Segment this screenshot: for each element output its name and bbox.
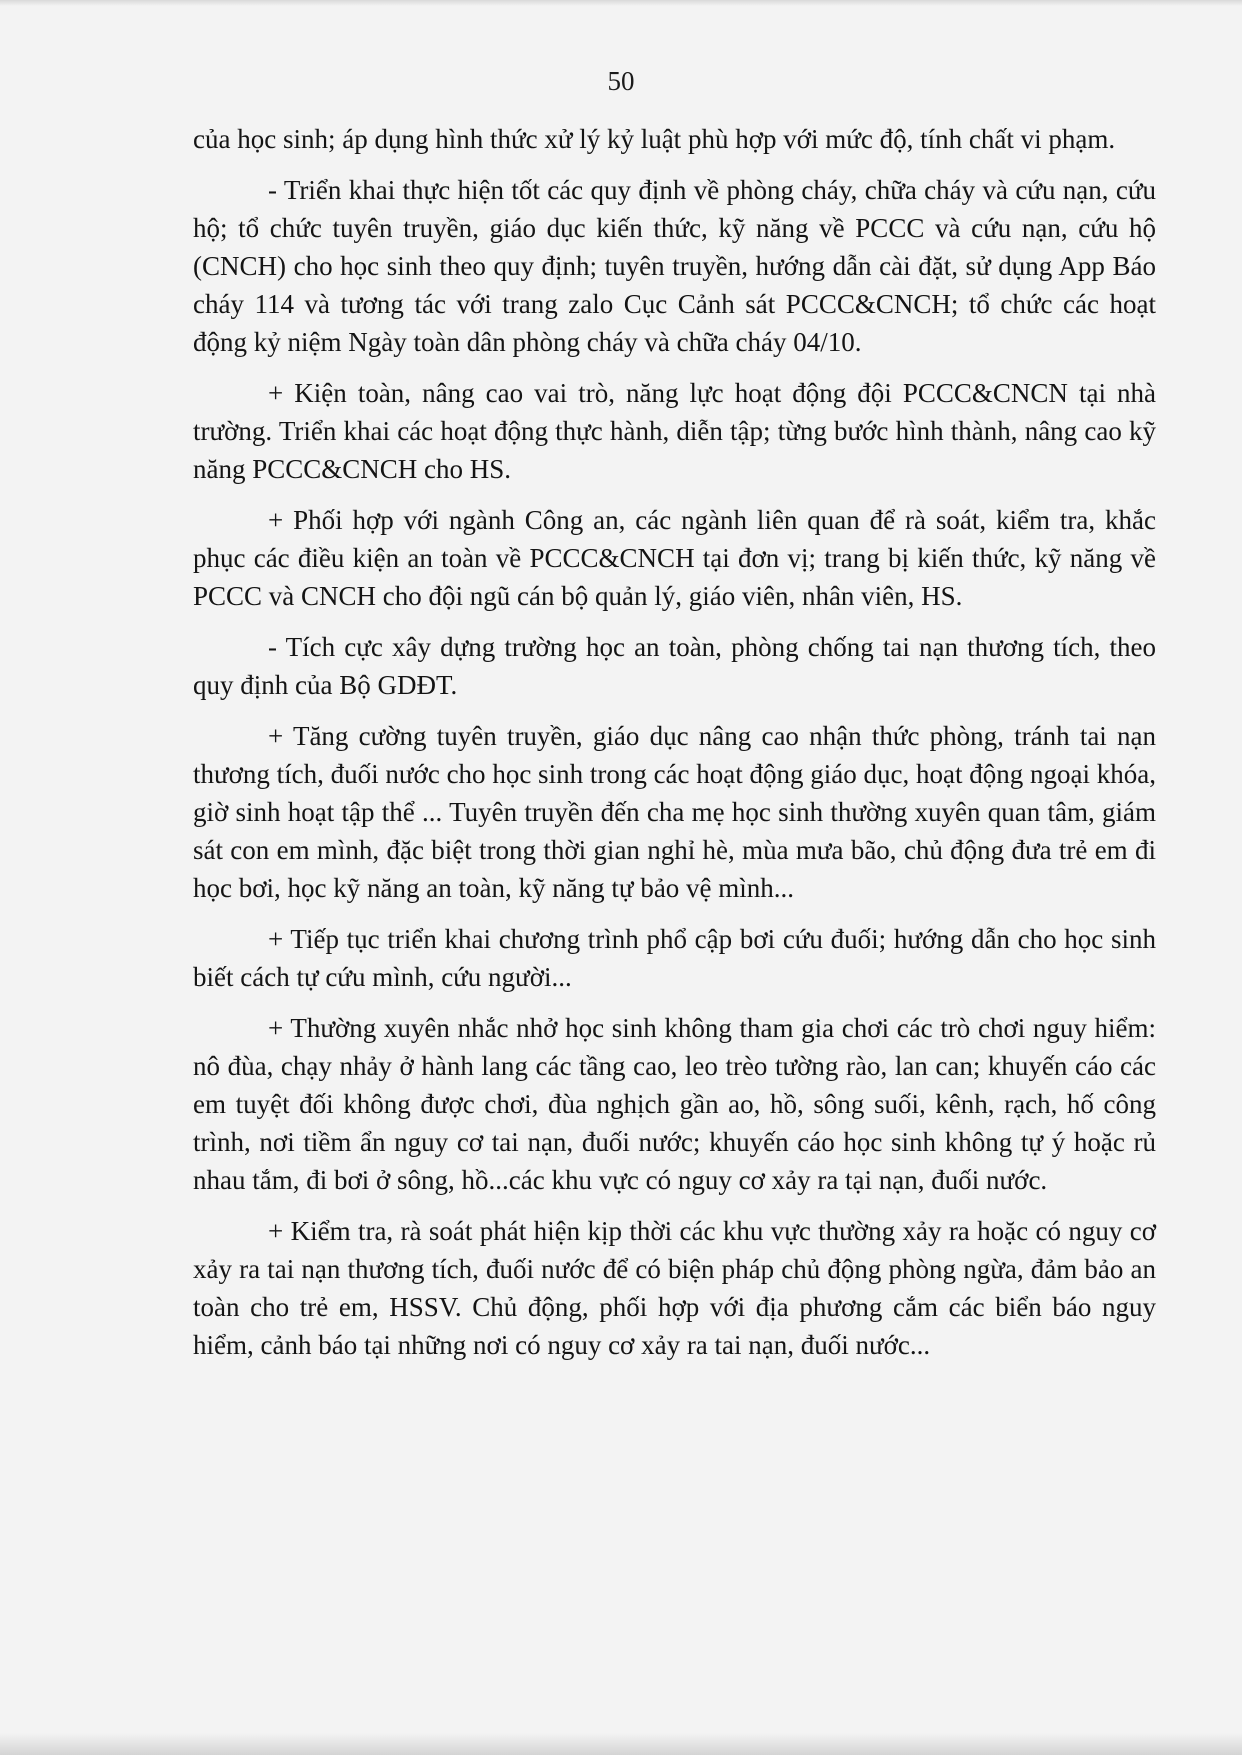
scan-edge-top (0, 0, 1242, 6)
paragraph-dangerous-games: + Thường xuyên nhắc nhở học sinh không tham gia chơi các trò chơi nguy hiểm: nô đùa, chạy nhảy ở hành lang các tầng cao, leo trèo tường rào, lan can; khuyến cáo các em tuyệt đối không được chơi, đùa nghịch gần ao, hồ, sông suối, kênh, rạch, hố công trình, nơi tiềm ẩn nguy cơ tai nạn, đuối nước; khuyến cáo học sinh không tự ý hoặc rủ nhau tắm, đi bơi ở sông, hồ...các khu vực có nguy cơ xảy ra tại nạn, đuối nước. (193, 1013, 1156, 1195)
page-number: 50 (607, 66, 635, 96)
paragraph-inspection: + Kiểm tra, rà soát phát hiện kịp thời các khu vực thường xảy ra hoặc có nguy cơ xảy ra tai nạn thương tích, đuối nước để có biện pháp chủ động phòng ngừa, đảm bảo an toàn cho trẻ em, HSSV. Chủ động, phối hợp với địa phương cắm các biển báo nguy hiểm, cảnh báo tại những nơi có nguy cơ xảy ra tai nạn, đuối nước... (193, 1216, 1156, 1360)
paragraph-continuation: của học sinh; áp dụng hình thức xử lý kỷ luật phù hợp với mức độ, tính chất vi phạm. (193, 124, 1116, 154)
paragraph-swimming: + Tiếp tục triển khai chương trình phổ cập bơi cứu đuối; hướng dẫn cho học sinh biết cách tự cứu mình, cứu người... (193, 924, 1156, 992)
paragraph-safe-school: - Tích cực xây dựng trường học an toàn, phòng chống tai nạn thương tích, theo quy định của Bộ GDĐT. (193, 632, 1156, 700)
document-body (193, 120, 1156, 1377)
paragraph-fire-team: + Kiện toàn, nâng cao vai trò, năng lực hoạt động đội PCCC&CNCN tại nhà trường. Triển khai các hoạt động thực hành, diễn tập; từng bước hình thành, nâng cao kỹ năng PCCC&CNCH cho HS. (193, 378, 1156, 484)
paragraph-fire-safety: - Triển khai thực hiện tốt các quy định về phòng cháy, chữa cháy và cứu nạn, cứu hộ; tổ chức tuyên truyền, giáo dục kiến thức, kỹ năng về PCCC và cứu nạn, cứu hộ (CNCH) cho học sinh theo quy định; tuyên truyền, hướng dẫn cài đặt, sử dụng App Báo cháy 114 và tương tác với trang zalo Cục Cảnh sát PCCC&CNCH; tổ chức các hoạt động kỷ niệm Ngày toàn dân phòng cháy và chữa cháy 04/10. (193, 175, 1156, 357)
scan-edge-bottom (0, 1733, 1242, 1755)
paragraph-awareness: + Tăng cường tuyên truyền, giáo dục nâng cao nhận thức phòng, tránh tai nạn thương tích, đuối nước cho học sinh trong các hoạt động giáo dục, hoạt động ngoại khóa, giờ sinh hoạt tập thể ... Tuyên truyền đến cha mẹ học sinh thường xuyên quan tâm, giám sát con em mình, đặc biệt trong thời gian nghỉ hè, mùa mưa bão, chủ động đưa trẻ em đi học bơi, học kỹ năng an toàn, kỹ năng tự bảo vệ mình... (193, 721, 1156, 903)
paragraph-police-coordination: + Phối hợp với ngành Công an, các ngành liên quan để rà soát, kiểm tra, khắc phục các điều kiện an toàn về PCCC&CNCH tại đơn vị; trang bị kiến thức, kỹ năng về PCCC và CNCH cho đội ngũ cán bộ quản lý, giáo viên, nhân viên, HS. (193, 505, 1156, 611)
